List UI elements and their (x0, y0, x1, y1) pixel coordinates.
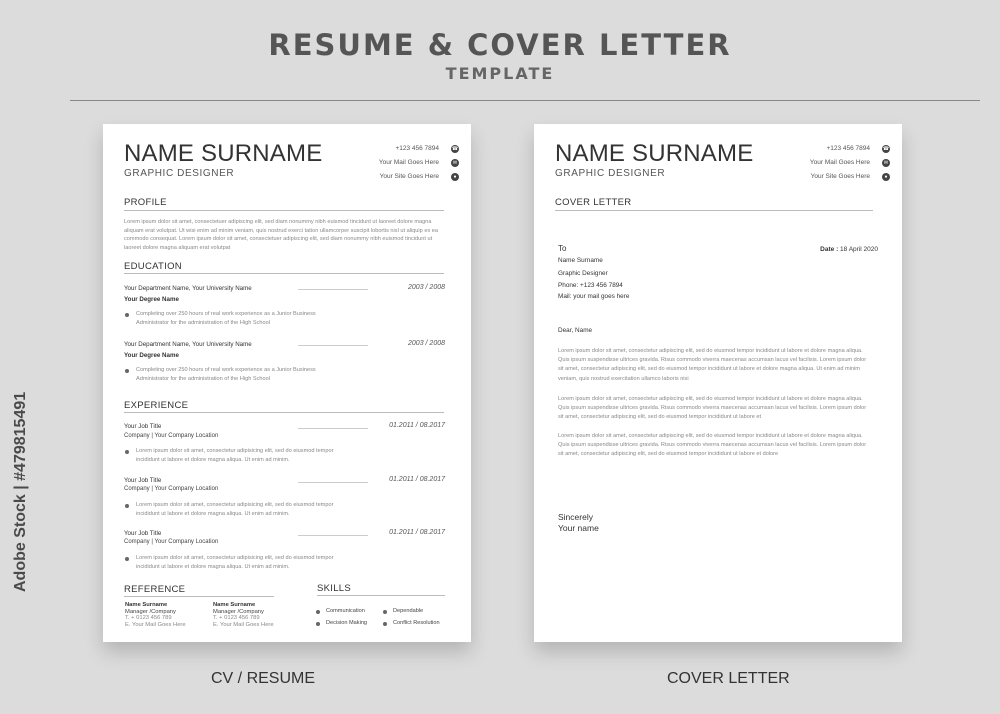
contact-site (317, 172, 457, 182)
reference-name: Name Surname (213, 602, 256, 608)
skill-item: Communication (326, 608, 365, 614)
resume-name: NAME SURNAME (124, 140, 323, 167)
experience-heading: EXPERIENCE (124, 400, 189, 411)
job-date: 01.2011 / 08.2017 (389, 422, 445, 429)
education-title: Your Department Name, Your University Name (124, 285, 252, 292)
reference-phone: T. + 0123 456 789 (213, 615, 260, 621)
reference-email: E. Your Mail Goes Here (213, 621, 274, 628)
cv-caption: CV / RESUME (211, 670, 316, 687)
job-dash (298, 535, 368, 536)
contact-phone-text: +123 456 7894 (395, 145, 439, 152)
header-divider (70, 100, 980, 101)
cover-rule (555, 210, 873, 211)
reference-phone: T. + 0123 456 789 (125, 615, 172, 621)
education-date: 2003 / 2008 (408, 340, 445, 347)
watermark-credit: Adobe Stock | #479815491 (12, 391, 29, 592)
education-bullet: Completing over 250 hours of real work experience as a Junior Business Administrator for the administration of the High School (136, 367, 316, 382)
job-title: Your Job Title (124, 477, 162, 484)
reference-name: Name Surname (125, 602, 168, 608)
job-bullet: Lorem ipsum dolor sit amet, consectetur adipisicing elit, sed do eiusmod tempor incididunt ut labore et dolore magna aliqua. Ut enim ad minim. (136, 555, 334, 570)
mail-icon: ✉ (452, 160, 458, 166)
cover-paragraph: Lorem ipsum dolor sit amet, consectetur adipiscing elit, sed do eiusmod tempor incididunt ut labore et dolore magna aliqua. Quis ipsum suspendisse ultrices gravida. Risus commodo viverra maecenas accumsan lacus vel facilisis. Lorem ipsum dolor sit amet, consectetur adipiscing elit, sed do eiusmod tempor incididunt ut labore et dolore (558, 433, 867, 458)
skills-heading: SKILLS (317, 583, 352, 594)
contact-site (748, 172, 888, 182)
phone-icon: ☎ (451, 146, 459, 152)
cover-name: NAME SURNAME (555, 140, 754, 167)
resume-role: GRAPHIC DESIGNER (124, 168, 235, 179)
job-date: 01.2011 / 08.2017 (389, 476, 445, 483)
education-dash (298, 289, 368, 290)
contact-phone-text: +123 456 7894 (826, 145, 870, 152)
reference-entry (125, 602, 186, 628)
cover-letter-page (534, 124, 902, 642)
job-company: Company | Your Company Location (124, 486, 219, 492)
bullet-dot (125, 557, 129, 561)
bullet-dot (125, 369, 129, 373)
cover-paragraph: Lorem ipsum dolor sit amet, consectetur adipiscing elit, sed do eiusmod tempor incididunt ut labore et dolore magna aliqua. Quis ipsum suspendisse ultrices gravida. Risus commodo viverra maecenas accumsan lacus vel facilisis. Lorem ipsum dolor sit amet, consectetur adipiscing elit, sed do eiusmod tempor incididunt ut labore et dolore magna aliqua. Ut enim ad minim veniam, quis nostrud exercitation ullamco laboris nisi (558, 348, 867, 382)
skills-rule (317, 595, 445, 596)
skill-item: Decision Making (326, 620, 368, 626)
reference-company: Manager /Company (125, 608, 176, 615)
contact-mail-text: Your Mail Goes Here (809, 159, 870, 166)
education-degree: Your Degree Name (124, 352, 179, 359)
contact-mail-text: Your Mail Goes Here (378, 159, 439, 166)
bullet-dot (125, 504, 129, 508)
reference-entry (213, 602, 274, 628)
phone-icon: ☎ (882, 146, 890, 152)
job-company: Company | Your Company Location (124, 433, 219, 439)
signature-name: Your name (558, 523, 599, 533)
header-title: RESUME & COVER LETTER (268, 28, 732, 62)
bullet-dot (125, 450, 129, 454)
skill-item: Dependable (393, 608, 424, 614)
education-degree: Your Degree Name (124, 296, 179, 303)
cover-heading: COVER LETTER (555, 197, 632, 208)
bullet-dot (125, 313, 129, 317)
job-bullet: Lorem ipsum dolor sit amet, consectetur adipisicing elit, sed do eiusmod tempor incididunt ut labore et dolore magna aliqua. Ut enim ad minim. (136, 502, 334, 517)
job-dash (298, 482, 368, 483)
recipient-role: Graphic Designer (558, 270, 608, 277)
cover-role: GRAPHIC DESIGNER (555, 168, 666, 179)
cover-date (820, 246, 878, 253)
education-dash (298, 345, 368, 346)
profile-text: Lorem ipsum dolor sit amet, consectetuer adipiscing elit, sed diam nonummy nibh euismod tincidunt ut laoreet dolore magna aliquam erat volutpat. Ut wisi enim ad minim veniam, quis nostrud exerci tation ullamcorper suscipit lobortis nisl ut aliquip ex ea commodo consequat. Lorem ipsum dolor sit amet, consectetuer adipiscing elit, sed diam nonummy nibh euismod tincidunt ut laoreet dolore magna aliquam erat volutpat (124, 219, 439, 251)
date-label: Date : (820, 246, 839, 253)
contact-mail (317, 158, 457, 168)
job-dash (298, 428, 368, 429)
skill-item: Conflict Resolution (393, 620, 440, 626)
education-heading: EDUCATION (124, 261, 182, 272)
education-rule (124, 273, 444, 274)
resume-page (103, 124, 471, 642)
reference-company: Manager /Company (213, 608, 264, 615)
profile-heading: PROFILE (124, 197, 167, 208)
globe-icon: ● (882, 173, 890, 181)
profile-rule (124, 210, 444, 211)
date-value: 18 April 2020 (838, 246, 878, 253)
experience-rule (124, 412, 444, 413)
job-date: 01.2011 / 08.2017 (389, 529, 445, 536)
education-bullet: Completing over 250 hours of real work experience as a Junior Business Administrator for the administration of the High School (136, 311, 316, 326)
contact-phone (317, 144, 457, 154)
reference-rule (124, 596, 274, 597)
globe-icon: ● (451, 173, 459, 181)
job-title: Your Job Title (124, 423, 162, 430)
cover-to: To (558, 244, 567, 253)
cover-caption: COVER LETTER (667, 670, 790, 687)
recipient-phone: Phone: +123 456 7894 (558, 282, 623, 289)
contact-site-text: Your Site Goes Here (810, 173, 870, 180)
education-title: Your Department Name, Your University Name (124, 341, 252, 348)
job-company: Company | Your Company Location (124, 539, 219, 545)
reference-heading: REFERENCE (124, 584, 186, 595)
contact-phone (748, 144, 888, 154)
mail-icon: ✉ (883, 160, 889, 166)
header-subtitle: TEMPLATE (445, 64, 555, 83)
recipient-mail: Mail: your mail goes here (558, 293, 630, 300)
salutation: Dear, Name (558, 327, 593, 334)
job-bullet: Lorem ipsum dolor sit amet, consectetur adipisicing elit, sed do eiusmod tempor incididunt ut labore et dolore magna aliqua. Ut enim ad minim. (136, 448, 334, 463)
job-title: Your Job Title (124, 530, 162, 537)
recipient-name: Name Surname (558, 257, 603, 264)
contact-site-text: Your Site Goes Here (379, 173, 439, 180)
signature-block (558, 512, 599, 534)
closing: Sincerely (558, 512, 593, 522)
reference-email: E. Your Mail Goes Here (125, 621, 186, 628)
education-date: 2003 / 2008 (408, 284, 445, 291)
cover-paragraph: Lorem ipsum dolor sit amet, consectetur adipiscing elit, sed do eiusmod tempor incididunt ut labore et dolore magna aliqua. Quis ipsum suspendisse ultrices gravida. Risus commodo viverra maecenas accumsan lacus vel facilisis. Lorem ipsum dolor sit amet, consectetur adipiscing elit, sed do eiusmod tempor incididunt ut labore et (558, 396, 867, 421)
contact-mail (748, 158, 888, 168)
